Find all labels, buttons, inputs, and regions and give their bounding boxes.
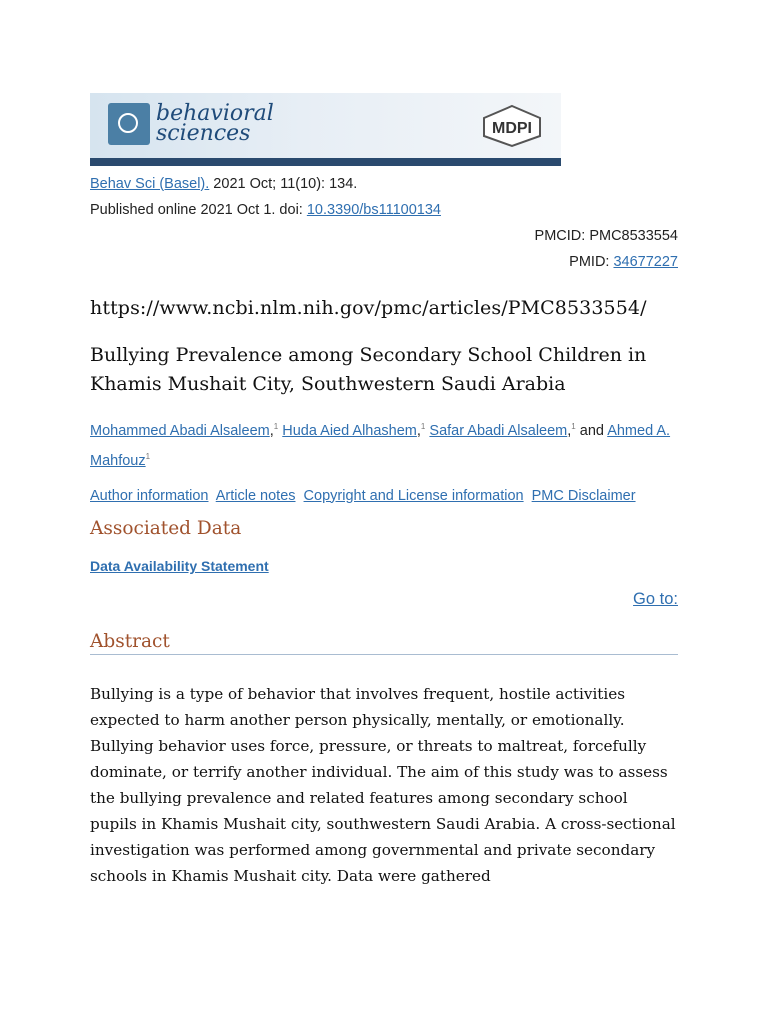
mdpi-logo-icon: [480, 104, 544, 148]
data-availability-link[interactable]: Data Availability Statement: [90, 557, 269, 574]
citation-line: [90, 171, 678, 197]
affiliation-marker[interactable]: 1: [273, 422, 279, 431]
article-info-links: [90, 488, 678, 504]
brain-logo-icon: [108, 103, 150, 145]
banner-stripe: [90, 158, 561, 166]
author-link-4[interactable]: Ahmed A. Mahfouz: [90, 422, 671, 469]
author-link-1[interactable]: Mohammed Abadi Alsaleem: [90, 422, 270, 439]
pmid-link[interactable]: 34677227: [613, 254, 678, 270]
journal-banner[interactable]: [90, 93, 561, 166]
goto-row: [90, 590, 678, 609]
author-list: Mohammed Abadi Alsaleem,$^1$ Huda Aied Alhashem,$^1$ Safar Abadi Alsaleem,$^1$ and Ahmed A. Mahfouz$^1$: [90, 422, 671, 469]
doi-link[interactable]: 10.3390/bs11100134: [306, 202, 441, 218]
article-title: Bullying Prevalence among Secondary School Children in Khamis Mushait City, Southwestern Saudi Arabia: [90, 344, 647, 395]
affiliation-marker[interactable]: 1: [145, 451, 151, 461]
author-link-3[interactable]: Safar Abadi Alsaleem: [429, 422, 568, 439]
pmc-disclaimer-link[interactable]: PMC Disclaimer: [531, 487, 636, 504]
journal-logo-text: behavioral sciences: [156, 101, 274, 146]
affiliation-marker[interactable]: 1: [571, 422, 576, 431]
associated-data-heading: Associated Data: [90, 517, 242, 539]
author-link-2[interactable]: Huda Aied Alhashem: [282, 422, 417, 439]
published-prefix: Published online 2021 Oct 1. doi:: [90, 202, 307, 218]
copyright-link[interactable]: Copyright and License information: [303, 487, 524, 504]
pmid-label: PMID:: [569, 254, 614, 270]
author-information-link[interactable]: Author information: [90, 487, 209, 504]
publisher-name: MDPI: [492, 120, 532, 137]
pmid-line: [90, 249, 678, 275]
article-notes-link[interactable]: Article notes: [215, 487, 296, 504]
journal-link[interactable]: Behav Sci (Basel).: [90, 176, 210, 192]
author-and: and: [575, 422, 608, 439]
data-availability-row: [90, 558, 678, 574]
pmcid: PMCID: PMC8533554: [534, 228, 678, 244]
abstract-heading: Abstract: [90, 631, 678, 655]
goto-link[interactable]: Go to:: [633, 589, 678, 608]
article-page: [90, 93, 678, 889]
citation-date: 2021 Oct; 11(10): 134.: [209, 176, 358, 192]
affiliation-marker[interactable]: 1: [420, 422, 426, 431]
published-line: [90, 197, 678, 223]
abstract-text: Bullying is a type of behavior that involves frequent, hostile activities expected to harm another person physically, mentally, or emotionally. Bullying behavior uses force, pressure, or threats to maltreat, forcefully dominate, or terrify another individual. The aim of this study was to assess the bullying prevalence and related features among secondary school pupils in Khamis Mushait city, southwestern Saudi Arabia. A cross-sectional investigation was performed among governmental and private secondary schools in Khamis Mushait city. Data were gathered: [90, 684, 676, 885]
source-url: https://www.ncbi.nlm.nih.gov/pmc/articles/PMC8533554/: [90, 297, 647, 319]
